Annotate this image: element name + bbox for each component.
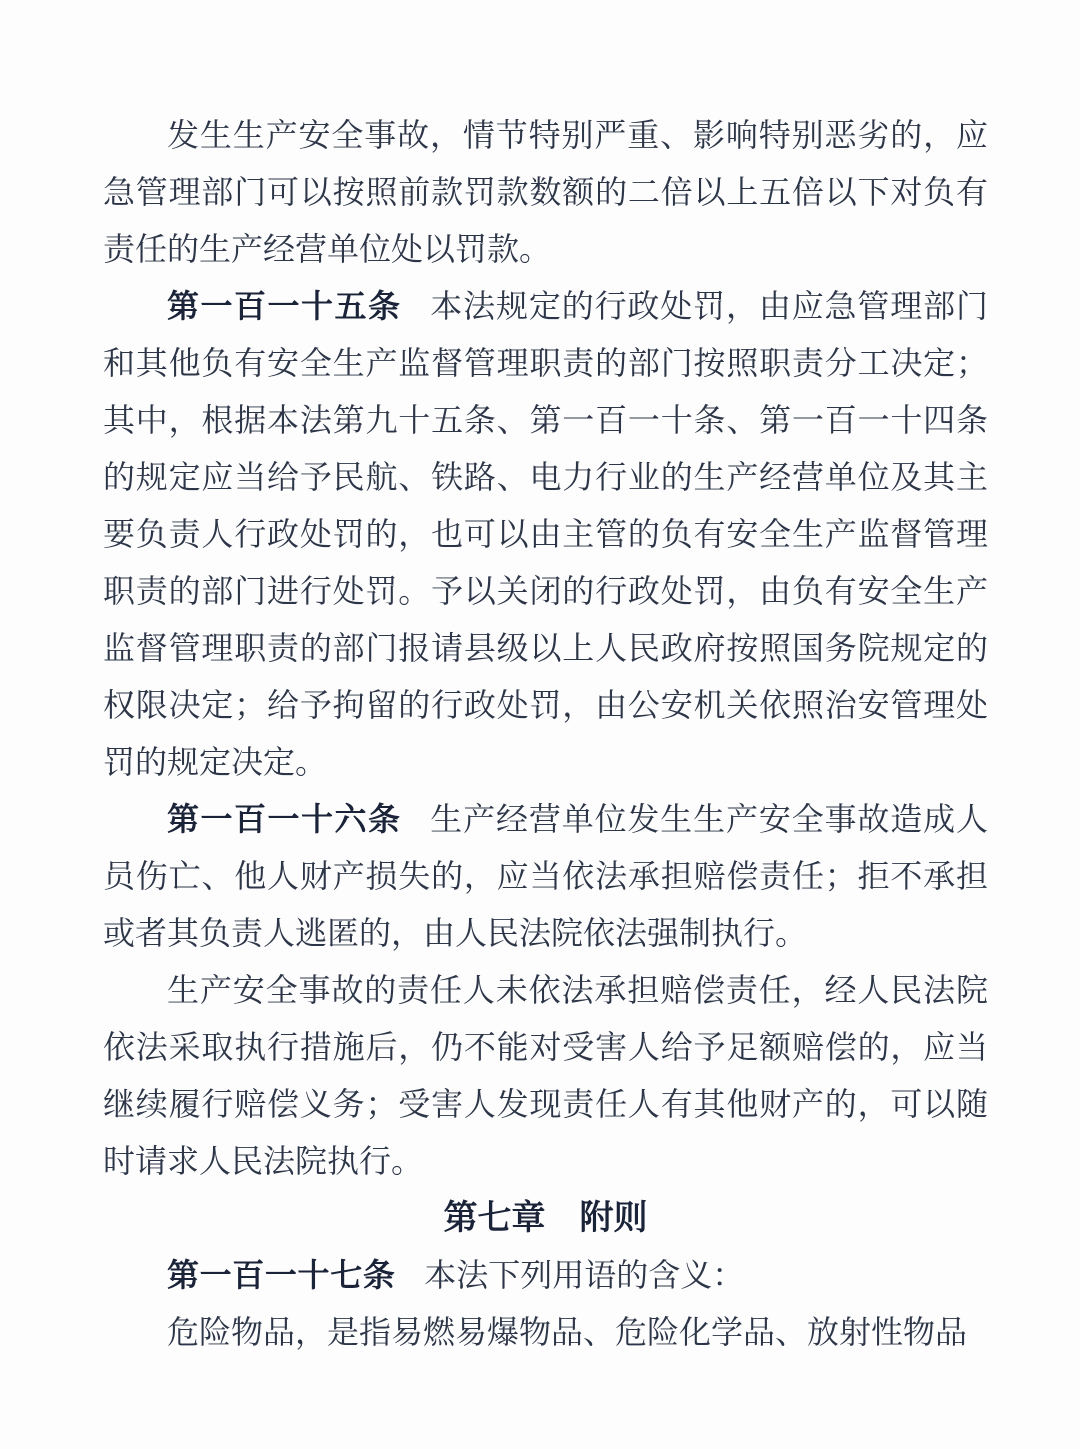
- article-paragraph: [103, 1247, 988, 1304]
- article-number: 第一百一十七条: [167, 1257, 396, 1293]
- body-paragraph: [103, 1304, 988, 1361]
- paragraph-text: 发生生产安全事故，情节特别严重、影响特别恶劣的，应急管理部门可以按照前款罚款数额的二倍以上五倍以下对负有责任的生产经营单位处以罚款。: [103, 117, 988, 267]
- paragraph-text: 危险物品，是指易燃易爆物品、危险化学品、放射性物品: [167, 1314, 968, 1350]
- chapter-heading: [103, 1190, 988, 1247]
- article-paragraph: [103, 791, 988, 962]
- paragraph-text: 本法规定的行政处罚，由应急管理部门和其他负有安全生产监督管理职责的部门按照职责分工决定；其中，根据本法第九十五条、第一百一十条、第一百一十四条的规定应当给予民航、铁路、电力行业的生产经营单位及其主要负责人行政处罚的，也可以由主管的负有安全生产监督管理职责的部门进行处罚。予以关闭的行政处罚，由负有安全生产监督管理职责的部门报请县级以上人民政府按照国务院规定的权限决定；给予拘留的行政处罚，由公安机关依照治安管理处罚的规定决定。: [103, 288, 988, 780]
- chapter-heading-text: 第七章 附则: [443, 1199, 648, 1237]
- paragraph-text: 本法下列用语的含义：: [424, 1257, 745, 1293]
- article-paragraph: [103, 278, 988, 791]
- paragraph-text: 生产安全事故的责任人未依法承担赔偿责任，经人民法院依法采取执行措施后，仍不能对受害人给予足额赔偿的，应当继续履行赔偿义务；受害人发现责任人有其他财产的，可以随时请求人民法院执行。: [103, 972, 988, 1179]
- article-number: 第一百一十六条: [167, 801, 402, 837]
- article-number: 第一百一十五条: [167, 288, 402, 324]
- body-paragraph: [103, 962, 988, 1190]
- body-paragraph: [103, 107, 988, 278]
- paragraph-text: 生产经营单位发生生产安全事故造成人员伤亡、他人财产损失的，应当依法承担赔偿责任；拒不承担或者其负责人逃匿的，由人民法院依法强制执行。: [103, 801, 988, 951]
